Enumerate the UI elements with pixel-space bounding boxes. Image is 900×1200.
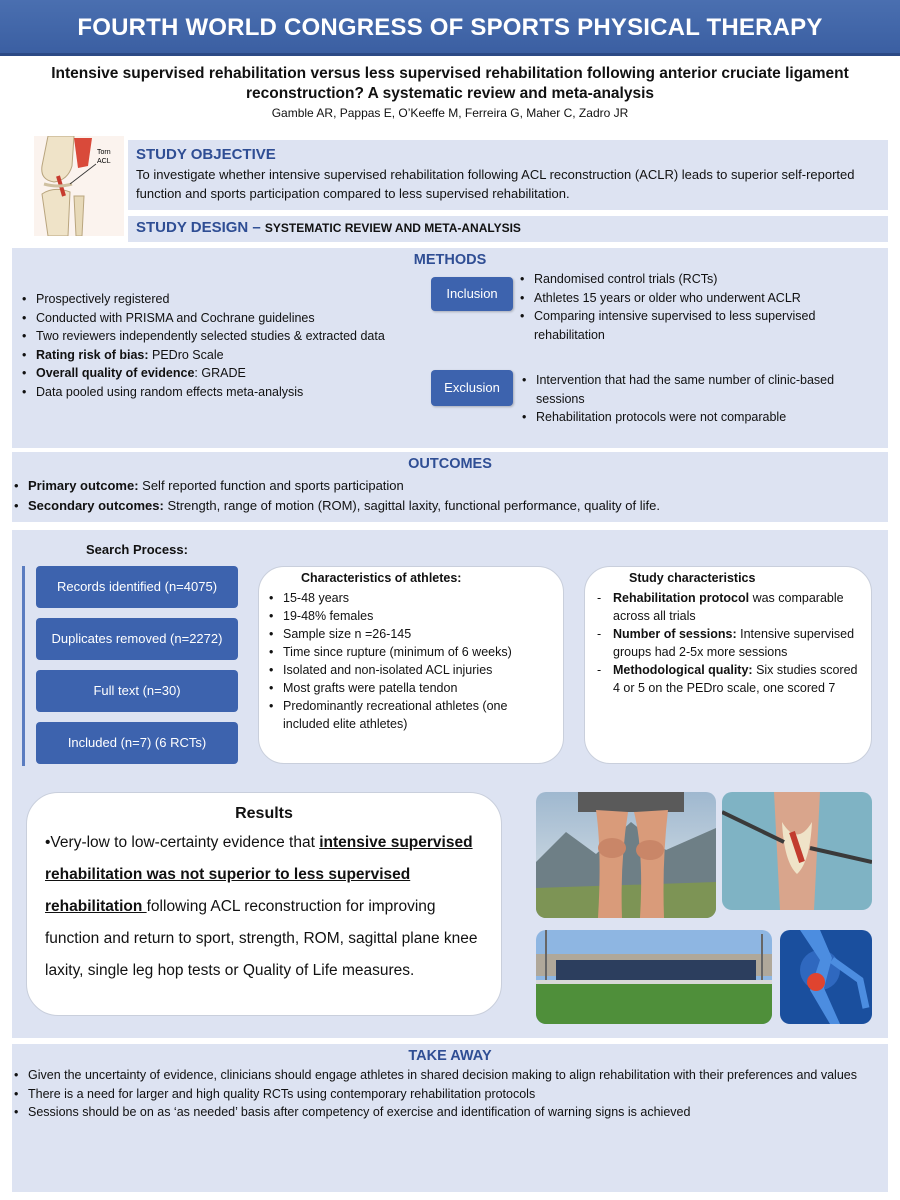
outcomes-heading: OUTCOMES [408,456,492,472]
methods-item: • Data pooled using random effects meta-analysis [22,383,392,402]
athletes-item: • Time since rupture (minimum of 6 weeks) [269,643,553,661]
results-card [26,792,502,1016]
takeaway-heading: TAKE AWAY [408,1048,492,1064]
stadium-photo [536,930,772,1024]
inclusion-list [520,270,880,344]
study-characteristics-item: - Methodological quality: Six studies scored 4 or 5 on the PEDro scale, one scored 7 [597,661,861,697]
runner-knee-photo [780,930,872,1024]
results-text: •Very-low to low-certainty evidence that intensive supervised rehabilitation was not superior to less supervised rehabilitation following ACL reconstruction for improving function and return to sport, strength, ROM, sagittal plane knee laxity, single leg hop tests or Quality of Life measures. [45,834,478,979]
methods-item: • Conducted with PRISMA and Cochrane guidelines [22,309,392,328]
methods-panel [12,248,888,448]
study-characteristics-item: - Rehabilitation protocol was comparable across all trials [597,589,861,625]
takeaway-item: • Sessions should be on as ‘as needed’ basis after competency of exercise and identification of warning signs is achieved [14,1103,888,1122]
congress-banner [0,0,900,56]
search-step-full-text: Full text (n=30) [36,670,238,712]
search-process-line [22,566,25,766]
primary-outcome: • Primary outcome: Self reported function and sports participation [14,476,888,496]
athletes-item: • 19-48% females [269,607,553,625]
results-key-finding: intensive supervised rehabilitation was not superior to less supervised rehabilitation [45,834,473,915]
poster-title: Intensive supervised rehabilitation versus less supervised rehabilitation following anterior cruciate ligament reconstruction? A systematic review and meta-analysis [51,65,849,102]
methods-item: • Prospectively registered [22,290,392,309]
study-design-panel [128,216,888,242]
study-characteristics-card [584,566,872,764]
knee-illustration [34,136,124,236]
athletes-item: • Most grafts were patella tendon [269,679,553,697]
outcomes-list [12,476,888,516]
knee-pain-photo [536,792,716,918]
knee-label-torn: Torn [97,149,111,156]
athletes-heading: Characteristics of athletes: [301,571,462,585]
athletes-card [258,566,564,764]
methods-list [22,290,392,401]
takeaway-item: • There is a need for larger and high quality RCTs using contemporary rehabilitation protocols [14,1085,888,1104]
methods-item: • Overall quality of evidence: GRADE [22,364,392,383]
acl-surgery-photo [722,792,872,910]
athletes-item: • Predominantly recreational athletes (one included elite athletes) [269,697,553,733]
takeaway-item: • Given the uncertainty of evidence, clinicians should engage athletes in shared decision making to align rehabilitation with their preferences and values [14,1066,888,1085]
study-characteristics-item: - Number of sessions: Intensive supervised groups had 2-5x more sessions [597,625,861,661]
methods-item: • Two reviewers independently selected studies & extracted data [22,327,392,346]
study-design-heading: STUDY DESIGN – [136,219,265,236]
search-step-duplicates: Duplicates removed (n=2272) [36,618,238,660]
search-step-included: Included (n=7) (6 RCTs) [36,722,238,764]
study-characteristics-list [597,589,861,697]
athletes-item: • Sample size n =26-145 [269,625,553,643]
study-objective-panel [128,140,888,210]
takeaway-panel [12,1044,888,1192]
study-objective-heading: STUDY OBJECTIVE [136,146,276,163]
exclusion-badge: Exclusion [431,370,513,406]
exclusion-list [522,371,884,427]
search-step-records: Records identified (n=4075) [36,566,238,608]
exclusion-item: • Intervention that had the same number of clinic-based sessions [522,371,884,408]
study-design-type: SYSTEMATIC REVIEW AND META-ANALYSIS [264,221,521,235]
knee-label-acl: ACL [97,158,111,165]
methods-heading: METHODS [413,252,487,268]
secondary-outcome: • Secondary outcomes: Strength, range of motion (ROM), sagittal laxity, functional performance, quality of life. [14,496,888,516]
study-objective-text: To investigate whether intensive supervised rehabilitation following ACL reconstruction (ACLR) leads to superior self-reported function and sports participation compared to less supervised rehabilitation. [136,167,855,201]
methods-item: • Rating risk of bias: PEDro Scale [22,346,392,365]
takeaway-list [12,1066,888,1122]
search-process-heading: Search Process: [86,542,188,557]
athletes-item: • 15-48 years [269,589,553,607]
exclusion-item: • Rehabilitation protocols were not comparable [522,408,884,427]
study-characteristics-heading: Study characteristics [629,571,756,585]
congress-title: FOURTH WORLD CONGRESS OF SPORTS PHYSICAL THERAPY [77,14,823,41]
inclusion-item: • Comparing intensive supervised to less supervised rehabilitation [520,307,880,344]
inclusion-badge: Inclusion [431,277,513,311]
inclusion-item: • Randomised control trials (RCTs) [520,270,880,289]
outcomes-panel [12,452,888,522]
authors: Gamble AR, Pappas E, O’Keeffe M, Ferreira G, Maher C, Zadro JR [271,106,629,120]
athletes-item: • Isolated and non-isolated ACL injuries [269,661,553,679]
results-heading: Results [235,805,293,822]
inclusion-item: • Athletes 15 years or older who underwent ACLR [520,289,880,308]
athletes-list [269,589,553,733]
